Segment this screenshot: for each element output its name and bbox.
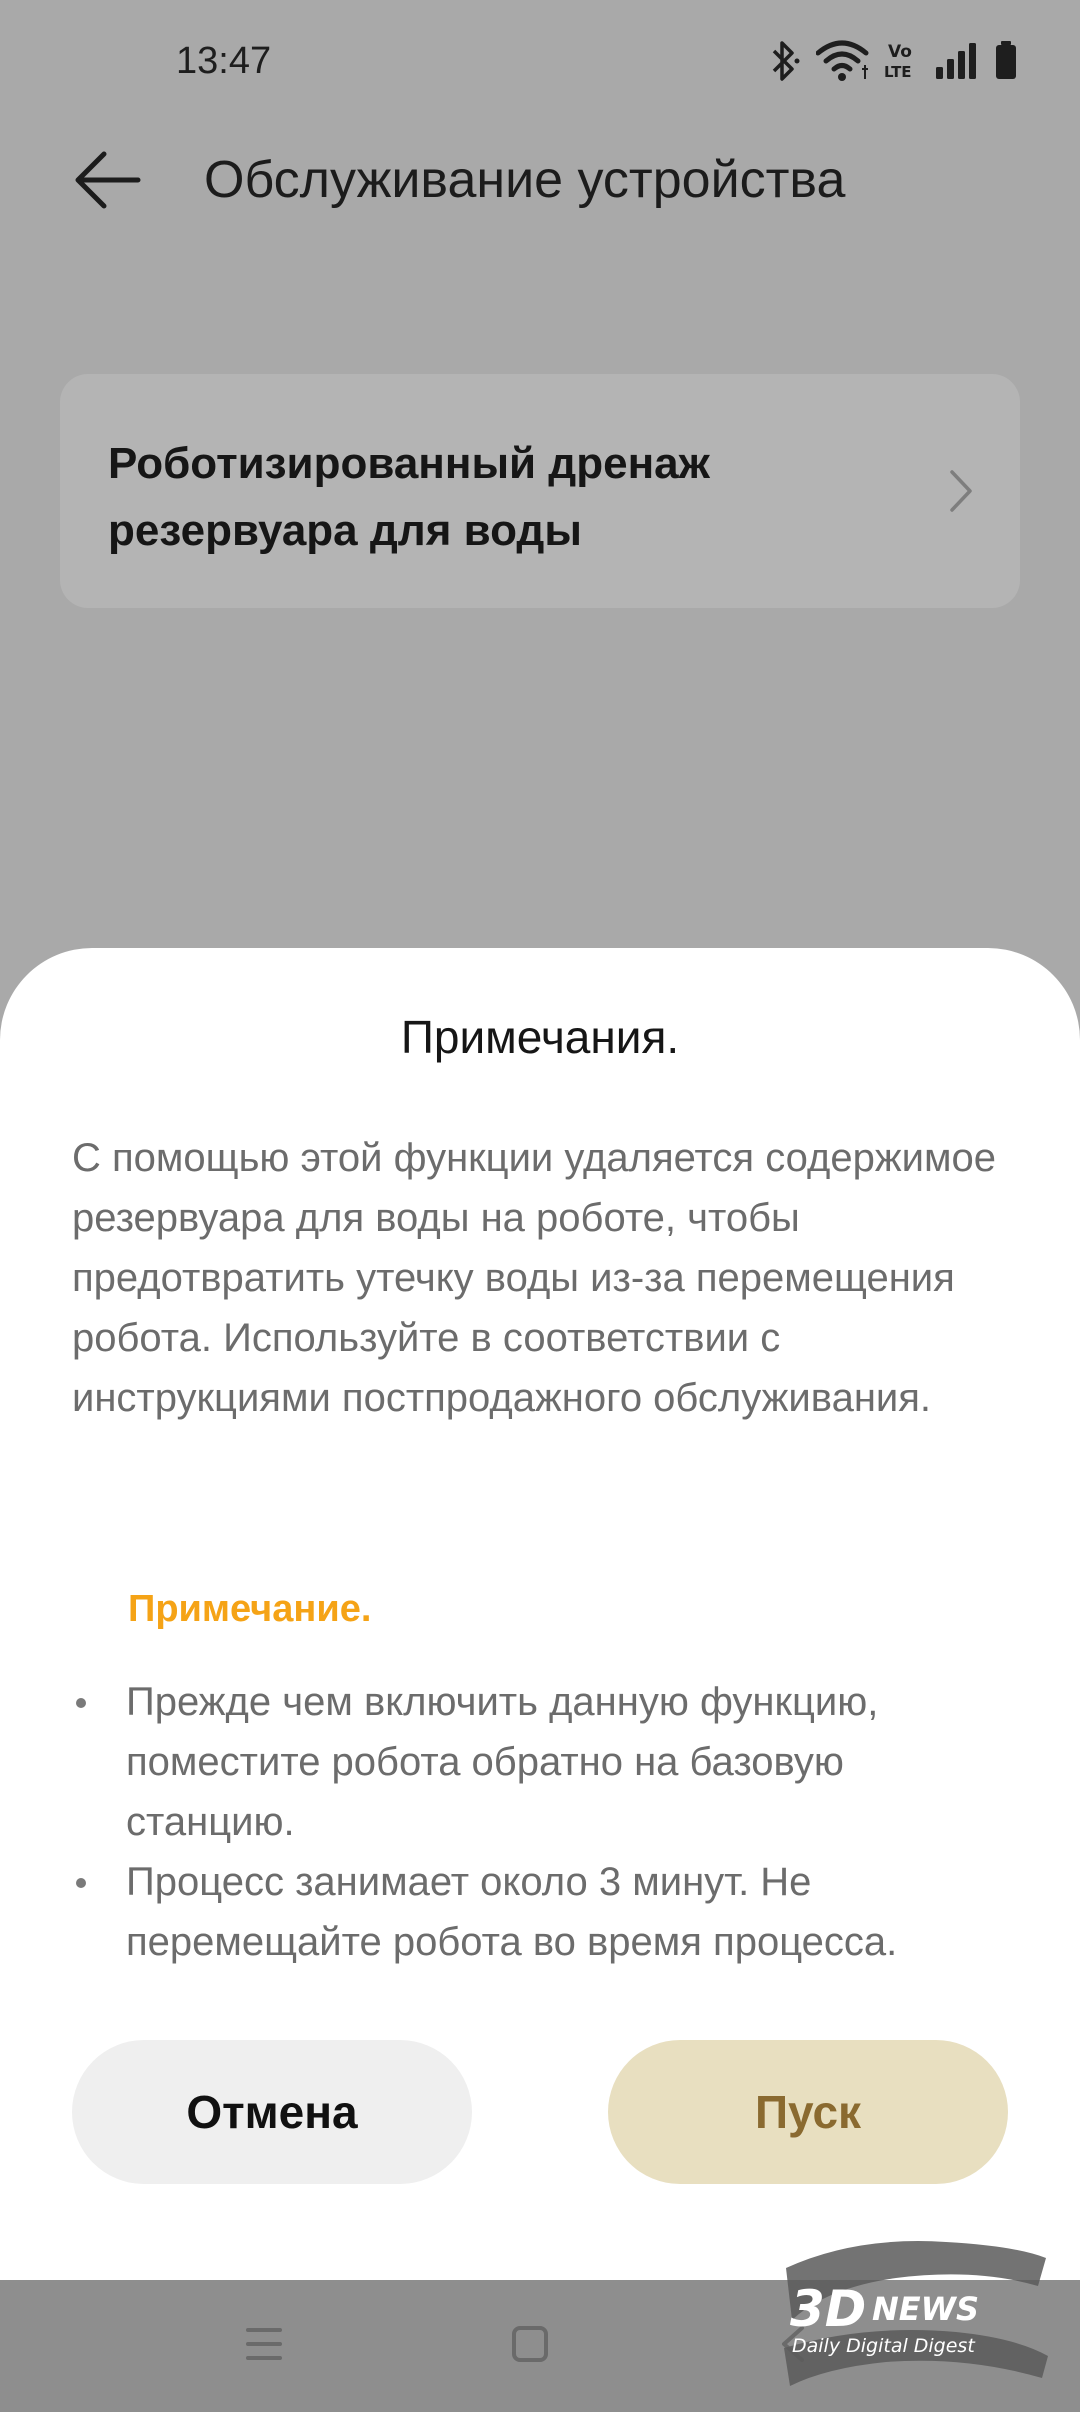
bullet-text: Прежде чем включить данную функцию, поместите робота обратно на базовую станцию. [126,1680,879,1844]
bullet-text: Процесс занимает около 3 минут. Не перемещайте робота во время процесса. [126,1860,898,1964]
status-time: 13:47 [176,40,272,82]
signal-icon [934,39,980,83]
list-item [72,1852,972,1972]
dialog-title: Примечания. [400,1011,680,1063]
battery-icon [994,39,1018,83]
bluetooth-icon [768,39,802,83]
notes-dialog [0,948,1080,2280]
note-bullet-list [72,1672,972,1972]
status-bar [0,0,1080,120]
status-icons [768,36,1018,86]
dialog-body: С помощью этой функции удаляется содержимое резервуара для воды на роботе, чтобы предотвратить утечку воды из-за перемещения робота. Используйте в соответствии с инструкциями постпродажного обслуживания. [72,1136,996,1420]
chevron-right-icon [946,466,976,516]
list-item [72,1672,972,1852]
svg-text:LTE: LTE [884,63,912,81]
start-button[interactable]: Пуск [608,2040,1008,2184]
home-icon[interactable] [512,2326,548,2362]
cancel-button[interactable]: Отмена [72,2040,472,2184]
arrow-left-icon[interactable] [74,148,142,212]
drain-tank-item-label: Роботизированный дренаж резервуара для воды [108,439,710,555]
app-bar [0,130,1080,230]
watermark-logo [776,2228,1052,2398]
note-heading: Примечание. [128,1588,372,1630]
svg-text:3D: 3D [790,2280,867,2338]
menu-icon[interactable] [244,2324,284,2364]
wifi-icon [816,39,870,83]
svg-text:Vo: Vo [888,42,912,62]
volte-icon [884,39,920,83]
svg-text:Daily Digital Digest: Daily Digital Digest [792,2335,975,2357]
bullet-dot [76,1698,86,1708]
svg-text:NEWS: NEWS [872,2290,979,2328]
drain-tank-item[interactable] [60,374,1020,608]
bullet-dot [76,1878,86,1888]
page-title: Обслуживание устройства [204,151,846,209]
